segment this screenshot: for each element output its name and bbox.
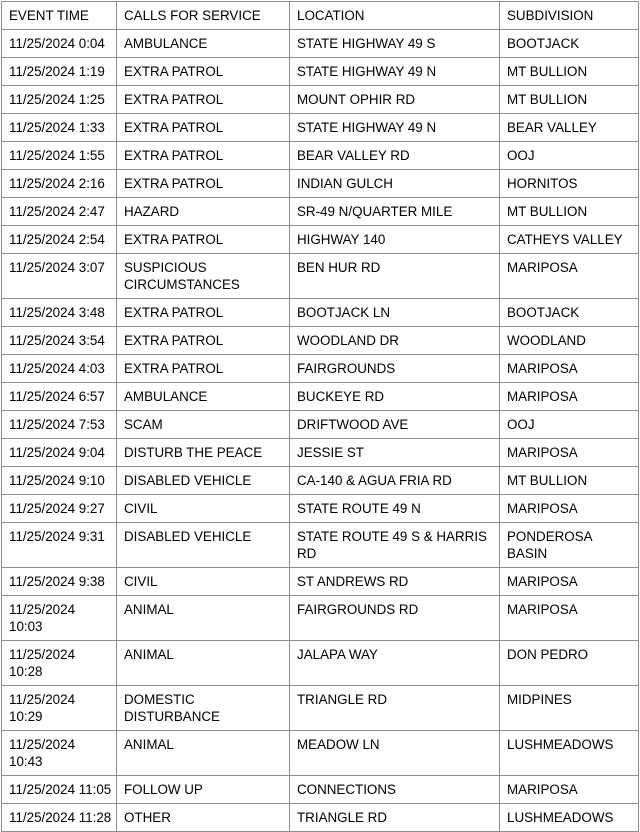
call-type-cell: OTHER xyxy=(117,804,290,832)
call-type-cell: EXTRA PATROL xyxy=(117,86,290,114)
event-time-cell: 11/25/2024 3:07 xyxy=(2,254,117,299)
table-row xyxy=(2,686,639,731)
location-cell: DRIFTWOOD AVE xyxy=(290,411,500,439)
subdivision-cell: LUSHMEADOWS xyxy=(500,731,639,776)
table-row xyxy=(2,467,639,495)
table-row xyxy=(2,198,639,226)
table-row xyxy=(2,596,639,641)
subdivision-cell: MT BULLION xyxy=(500,86,639,114)
subdivision-cell: MARIPOSA xyxy=(500,568,639,596)
event-time-cell: 11/25/2024 2:16 xyxy=(2,170,117,198)
event-time-cell: 11/25/2024 11:28 xyxy=(2,804,117,832)
call-type-cell: DISTURB THE PEACE xyxy=(117,439,290,467)
table-body xyxy=(2,30,639,832)
call-type-cell: FOLLOW UP xyxy=(117,776,290,804)
subdivision-cell: MARIPOSA xyxy=(500,776,639,804)
subdivision-cell: WOODLAND xyxy=(500,327,639,355)
event-time-cell: 11/25/2024 11:05 xyxy=(2,776,117,804)
location-cell: BOOTJACK LN xyxy=(290,299,500,327)
event-time-cell: 11/25/2024 10:03 xyxy=(2,596,117,641)
event-time-cell: 11/25/2024 1:25 xyxy=(2,86,117,114)
subdivision-cell: CATHEYS VALLEY xyxy=(500,226,639,254)
event-time-cell: 11/25/2024 9:27 xyxy=(2,495,117,523)
subdivision-cell: MT BULLION xyxy=(500,467,639,495)
location-cell: INDIAN GULCH xyxy=(290,170,500,198)
location-cell: BEAR VALLEY RD xyxy=(290,142,500,170)
call-type-cell: EXTRA PATROL xyxy=(117,355,290,383)
event-time-cell: 11/25/2024 9:38 xyxy=(2,568,117,596)
table-row xyxy=(2,58,639,86)
subdivision-cell: OOJ xyxy=(500,142,639,170)
call-type-cell: EXTRA PATROL xyxy=(117,114,290,142)
table-row xyxy=(2,226,639,254)
table-row xyxy=(2,411,639,439)
subdivision-cell: MT BULLION xyxy=(500,198,639,226)
subdivision-cell: MIDPINES xyxy=(500,686,639,731)
subdivision-cell: MARIPOSA xyxy=(500,254,639,299)
location-cell: BUCKEYE RD xyxy=(290,383,500,411)
event-time-cell: 11/25/2024 10:28 xyxy=(2,641,117,686)
location-cell: ST ANDREWS RD xyxy=(290,568,500,596)
event-time-cell: 11/25/2024 9:31 xyxy=(2,523,117,568)
header-subdivision: SUBDIVISION xyxy=(500,2,639,30)
call-type-cell: EXTRA PATROL xyxy=(117,142,290,170)
event-time-cell: 11/25/2024 9:10 xyxy=(2,467,117,495)
event-time-cell: 11/25/2024 3:54 xyxy=(2,327,117,355)
table-row xyxy=(2,523,639,568)
table-row xyxy=(2,641,639,686)
location-cell: JALAPA WAY xyxy=(290,641,500,686)
table-row xyxy=(2,495,639,523)
call-type-cell: SUSPICIOUS CIRCUMSTANCES xyxy=(117,254,290,299)
call-type-cell: CIVIL xyxy=(117,495,290,523)
table-row xyxy=(2,299,639,327)
location-cell: STATE HIGHWAY 49 N xyxy=(290,114,500,142)
event-time-cell: 11/25/2024 6:57 xyxy=(2,383,117,411)
location-cell: MOUNT OPHIR RD xyxy=(290,86,500,114)
event-time-cell: 11/25/2024 1:55 xyxy=(2,142,117,170)
location-cell: FAIRGROUNDS xyxy=(290,355,500,383)
subdivision-cell: BOOTJACK xyxy=(500,299,639,327)
event-time-cell: 11/25/2024 1:33 xyxy=(2,114,117,142)
call-type-cell: DISABLED VEHICLE xyxy=(117,467,290,495)
subdivision-cell: PONDEROSA BASIN xyxy=(500,523,639,568)
table-row xyxy=(2,170,639,198)
table-row xyxy=(2,86,639,114)
table-row xyxy=(2,804,639,832)
location-cell: MEADOW LN xyxy=(290,731,500,776)
table-row xyxy=(2,731,639,776)
table-row xyxy=(2,439,639,467)
event-time-cell: 11/25/2024 2:54 xyxy=(2,226,117,254)
subdivision-cell: OOJ xyxy=(500,411,639,439)
header-location: LOCATION xyxy=(290,2,500,30)
location-cell: CA-140 & AGUA FRIA RD xyxy=(290,467,500,495)
subdivision-cell: MARIPOSA xyxy=(500,355,639,383)
subdivision-cell: BOOTJACK xyxy=(500,30,639,58)
call-type-cell: EXTRA PATROL xyxy=(117,226,290,254)
call-type-cell: DOMESTIC DISTURBANCE xyxy=(117,686,290,731)
call-type-cell: CIVIL xyxy=(117,568,290,596)
subdivision-cell: HORNITOS xyxy=(500,170,639,198)
subdivision-cell: MT BULLION xyxy=(500,58,639,86)
table-row xyxy=(2,114,639,142)
location-cell: STATE HIGHWAY 49 S xyxy=(290,30,500,58)
location-cell: TRIANGLE RD xyxy=(290,804,500,832)
table-row xyxy=(2,254,639,299)
header-calls-for-service: CALLS FOR SERVICE xyxy=(117,2,290,30)
subdivision-cell: MARIPOSA xyxy=(500,596,639,641)
event-time-cell: 11/25/2024 9:04 xyxy=(2,439,117,467)
table-row xyxy=(2,776,639,804)
subdivision-cell: DON PEDRO xyxy=(500,641,639,686)
call-type-cell: EXTRA PATROL xyxy=(117,58,290,86)
table-row xyxy=(2,142,639,170)
call-type-cell: ANIMAL xyxy=(117,731,290,776)
location-cell: STATE HIGHWAY 49 N xyxy=(290,58,500,86)
call-type-cell: AMBULANCE xyxy=(117,30,290,58)
location-cell: BEN HUR RD xyxy=(290,254,500,299)
table-row xyxy=(2,327,639,355)
call-type-cell: ANIMAL xyxy=(117,641,290,686)
call-type-cell: ANIMAL xyxy=(117,596,290,641)
event-time-cell: 11/25/2024 1:19 xyxy=(2,58,117,86)
subdivision-cell: MARIPOSA xyxy=(500,439,639,467)
event-time-cell: 11/25/2024 10:29 xyxy=(2,686,117,731)
table-header-row xyxy=(2,2,639,30)
location-cell: HIGHWAY 140 xyxy=(290,226,500,254)
location-cell: JESSIE ST xyxy=(290,439,500,467)
event-time-cell: 11/25/2024 3:48 xyxy=(2,299,117,327)
event-time-cell: 11/25/2024 0:04 xyxy=(2,30,117,58)
table-row xyxy=(2,568,639,596)
call-type-cell: EXTRA PATROL xyxy=(117,299,290,327)
table-row xyxy=(2,383,639,411)
event-time-cell: 11/25/2024 4:03 xyxy=(2,355,117,383)
location-cell: STATE ROUTE 49 N xyxy=(290,495,500,523)
header-event-time: EVENT TIME xyxy=(2,2,117,30)
table-row xyxy=(2,355,639,383)
call-type-cell: SCAM xyxy=(117,411,290,439)
call-type-cell: HAZARD xyxy=(117,198,290,226)
call-type-cell: EXTRA PATROL xyxy=(117,170,290,198)
subdivision-cell: MARIPOSA xyxy=(500,495,639,523)
location-cell: TRIANGLE RD xyxy=(290,686,500,731)
location-cell: WOODLAND DR xyxy=(290,327,500,355)
call-type-cell: AMBULANCE xyxy=(117,383,290,411)
event-time-cell: 11/25/2024 7:53 xyxy=(2,411,117,439)
subdivision-cell: BEAR VALLEY xyxy=(500,114,639,142)
subdivision-cell: MARIPOSA xyxy=(500,383,639,411)
call-type-cell: DISABLED VEHICLE xyxy=(117,523,290,568)
calls-for-service-table xyxy=(1,1,639,832)
location-cell: SR-49 N/QUARTER MILE xyxy=(290,198,500,226)
subdivision-cell: LUSHMEADOWS xyxy=(500,804,639,832)
event-time-cell: 11/25/2024 2:47 xyxy=(2,198,117,226)
location-cell: FAIRGROUNDS RD xyxy=(290,596,500,641)
call-type-cell: EXTRA PATROL xyxy=(117,327,290,355)
table-row xyxy=(2,30,639,58)
location-cell: CONNECTIONS xyxy=(290,776,500,804)
event-time-cell: 11/25/2024 10:43 xyxy=(2,731,117,776)
location-cell: STATE ROUTE 49 S & HARRIS RD xyxy=(290,523,500,568)
